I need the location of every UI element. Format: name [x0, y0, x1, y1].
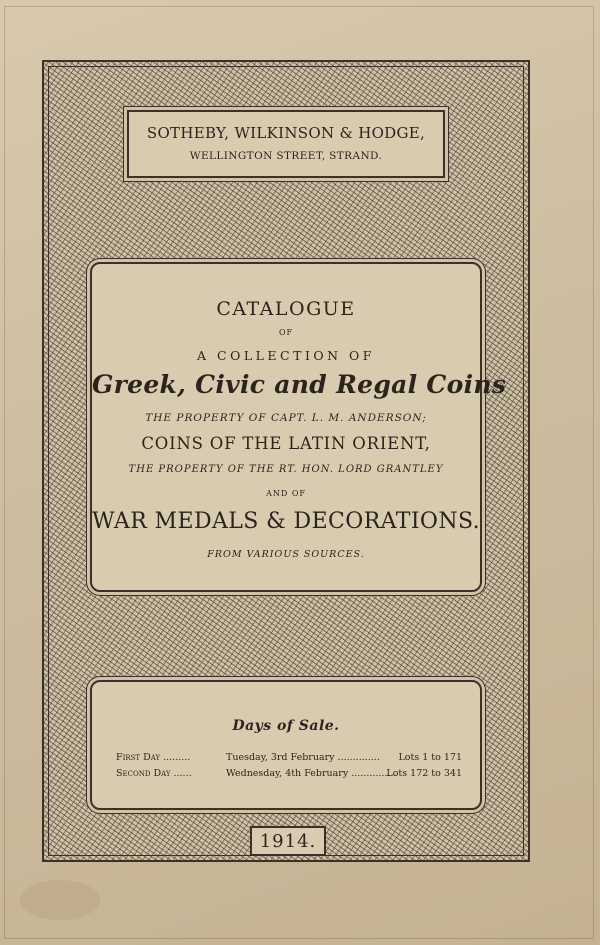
- property-anderson: THE PROPERTY OF CAPT. L. M. ANDERSON;: [145, 412, 427, 424]
- year-panel: [250, 826, 326, 856]
- sale-date: Tuesday, 3rd February ..............: [226, 752, 380, 763]
- sale-panel: [90, 680, 482, 810]
- war-medals-heading: WAR MEDALS & DECORATIONS.: [92, 509, 481, 534]
- catalogue-heading: CATALOGUE: [216, 298, 356, 320]
- coins-title: Greek, Civic and Regal Coins: [92, 370, 507, 399]
- sale-row-second: [116, 768, 462, 779]
- property-grantley: THE PROPERTY OF THE RT. HON. LORD GRANTLEY: [128, 464, 444, 475]
- latin-orient-heading: COINS OF THE LATIN ORIENT,: [141, 434, 431, 453]
- sale-row-first: [116, 752, 462, 763]
- sale-day: Second Day ......: [116, 768, 192, 779]
- sale-date: Wednesday, 4th February ...............: [226, 768, 397, 779]
- collection-text: A COLLECTION OF: [197, 348, 375, 363]
- days-of-sale-heading: Days of Sale.: [232, 718, 340, 734]
- of-text: OF: [278, 328, 294, 337]
- paper-stain: [20, 880, 100, 920]
- sale-day: First Day .........: [116, 752, 191, 763]
- publisher-name: SOTHEBY, WILKINSON & HODGE,: [146, 124, 426, 142]
- sale-lots: Lots 172 to 341: [386, 768, 462, 779]
- publisher-panel: [127, 110, 445, 178]
- publisher-address: WELLINGTON STREET, STRAND.: [189, 150, 383, 162]
- and-of-text: AND OF: [266, 489, 306, 498]
- from-sources-text: FROM VARIOUS SOURCES.: [207, 549, 365, 560]
- sale-lots: Lots 1 to 171: [398, 752, 462, 763]
- title-panel: [90, 262, 507, 592]
- year-text: 1914.: [259, 831, 317, 852]
